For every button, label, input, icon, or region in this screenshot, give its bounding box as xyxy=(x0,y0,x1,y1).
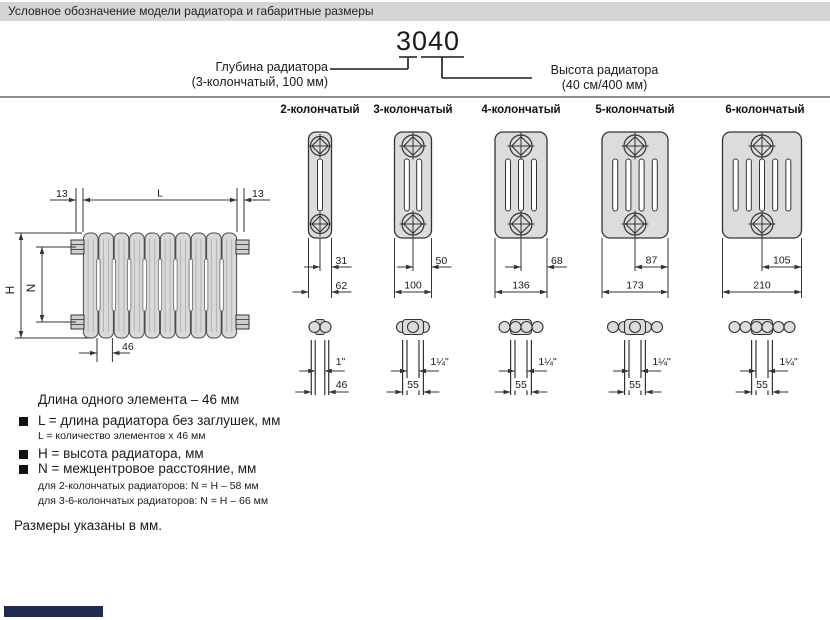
column-header-4: 4-колончатый xyxy=(481,104,561,116)
height-label xyxy=(532,63,677,93)
note-L: L = длина радиатора без заглушек, мм xyxy=(38,413,281,428)
svg-text:87: 87 xyxy=(645,254,658,267)
svg-text:1¼": 1¼" xyxy=(652,356,671,368)
depth-label-line2: (3-колончатый, 100 мм) xyxy=(191,74,328,89)
radiator-front-view xyxy=(0,170,300,400)
svg-text:136: 136 xyxy=(512,279,530,292)
bullet-square xyxy=(19,450,28,459)
svg-text:1¼": 1¼" xyxy=(779,356,798,368)
note-L-sub: L = количество элементов x 46 мм xyxy=(38,430,206,442)
svg-text:13: 13 xyxy=(252,188,264,200)
svg-text:L: L xyxy=(157,187,163,200)
svg-text:46: 46 xyxy=(335,379,348,391)
svg-text:13: 13 xyxy=(56,188,68,200)
model-code: 3040 xyxy=(396,26,461,56)
column-diagram-6 xyxy=(687,125,830,403)
note-intro: Длина одного элемента – 46 мм xyxy=(38,392,240,407)
svg-text:55: 55 xyxy=(629,379,641,391)
accent-bar xyxy=(4,606,103,617)
svg-text:1¼": 1¼" xyxy=(430,356,449,368)
svg-text:100: 100 xyxy=(404,279,422,292)
note-H: H = высота радиатора, мм xyxy=(38,446,204,461)
svg-text:68: 68 xyxy=(551,255,563,267)
note-N-sub2: для 3-6-колончатых радиаторов: N = H – 66 мм xyxy=(38,495,269,507)
note-N: N = межцентровое расстояние, мм xyxy=(38,461,257,476)
column-header-3: 3-колончатый xyxy=(373,104,453,116)
svg-text:62: 62 xyxy=(335,280,348,292)
bullet-square xyxy=(19,417,28,426)
section-title: Условное обозначение модели радиатора и габаритные размеры xyxy=(8,4,374,18)
column-header-2: 2-колончатый xyxy=(280,104,360,116)
svg-text:173: 173 xyxy=(626,279,644,292)
svg-text:55: 55 xyxy=(756,379,768,391)
column-header-5: 5-колончатый xyxy=(595,104,675,116)
svg-text:H: H xyxy=(3,285,17,295)
svg-text:55: 55 xyxy=(515,379,527,391)
column-header-6: 6-колончатый xyxy=(725,104,805,116)
svg-text:50: 50 xyxy=(435,255,448,267)
model-code-callout-lines xyxy=(320,54,560,84)
depth-label-line1: Глубина радиатора xyxy=(215,60,328,74)
bullet-square xyxy=(19,465,28,474)
svg-text:55: 55 xyxy=(407,379,419,391)
height-label-line1: Высота радиатора xyxy=(550,63,659,77)
svg-text:46: 46 xyxy=(122,341,134,353)
height-label-line2: (40 см/400 мм) xyxy=(561,77,648,92)
svg-text:210: 210 xyxy=(753,279,771,292)
svg-text:105: 105 xyxy=(772,254,791,267)
svg-text:31: 31 xyxy=(335,255,348,267)
svg-text:1¼": 1¼" xyxy=(538,356,557,368)
note-footer: Размеры указаны в мм. xyxy=(14,518,163,533)
section-header-bar xyxy=(0,2,830,21)
depth-label xyxy=(148,60,328,90)
svg-text:N: N xyxy=(24,283,38,293)
svg-text:1": 1" xyxy=(335,356,346,368)
divider-rule xyxy=(0,96,830,98)
note-N-sub1: для 2-колончатых радиаторов: N = H – 58 мм xyxy=(38,480,259,492)
